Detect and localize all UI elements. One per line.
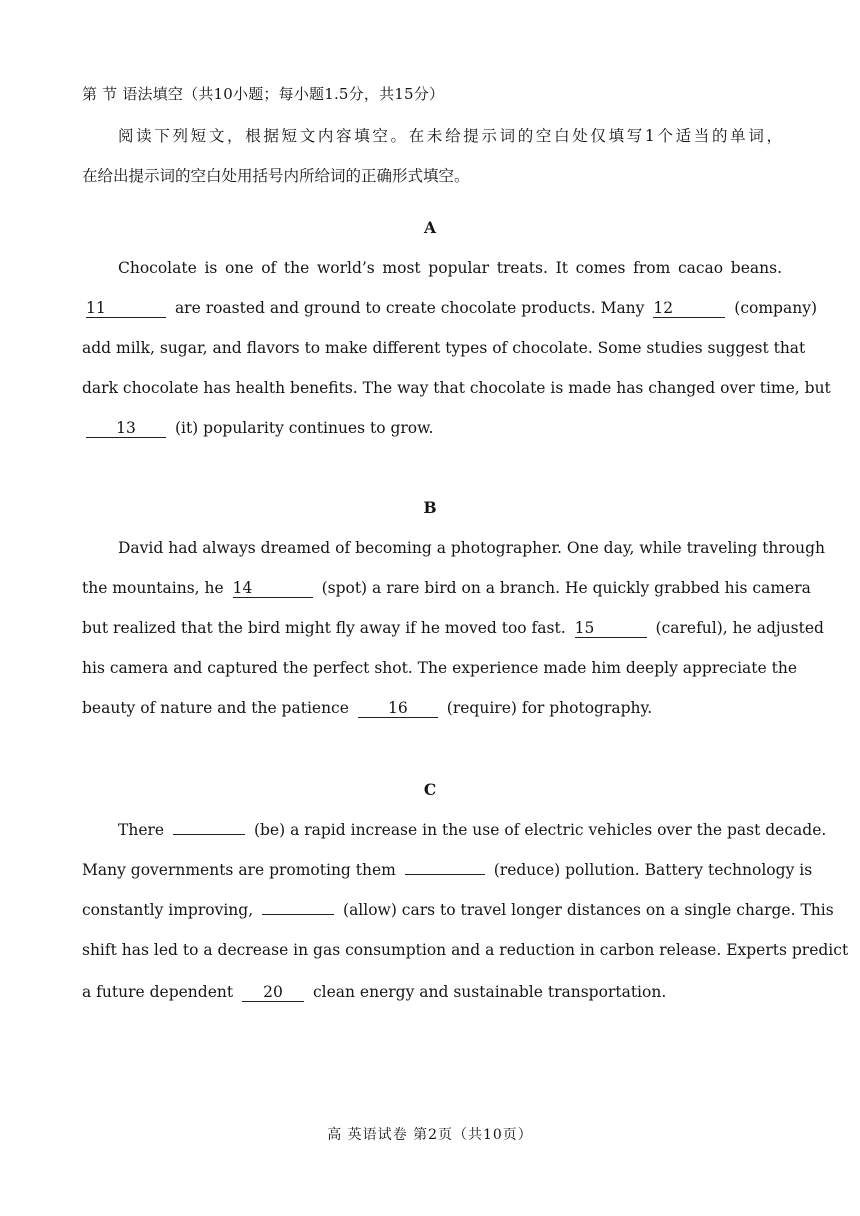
blank-11[interactable]: 11 (86, 300, 166, 318)
passage-b-line-2 (82, 578, 811, 598)
passage-a-line-5 (82, 418, 782, 438)
instructions-line-1: 阅读下列短文，根据短文内容填空。在未给提示词的空白处仅填写1个适当的单词， (118, 127, 782, 145)
passage-c-line-3-text: constantly improving, (82, 901, 254, 919)
instructions-line-2: 在给出提示词的空白处用括号内所给词的正确形式填空。 (82, 167, 470, 185)
passage-c-line-3-hint: (allow) cars to travel longer distances on a single charge. This (343, 901, 834, 919)
passage-a-line-2-text: are roasted and ground to create chocolate products. Many (174, 299, 645, 317)
passage-a-line-1: Chocolate is one of the world’s most popular treats. It comes from cacao beans. (118, 259, 782, 277)
passage-b-line-4: his camera and captured the perfect shot. The experience made him deeply appreciate the (82, 659, 798, 677)
passage-c-line-1 (118, 820, 827, 840)
passage-b-line-5-hint: (require) for photography. (446, 699, 653, 717)
passage-c-line-2 (82, 860, 813, 880)
passage-b-line-1: David had always dreamed of becoming a photographer. One day, while traveling through (118, 539, 826, 557)
passage-b-line-3-hint: (careful), he adjusted (655, 619, 824, 637)
section-title: 第 节 语法填空（共10小题；每小题1.5分，共15分） (82, 85, 445, 103)
passage-a-line-3: add milk, sugar, and flavors to make different types of chocolate. Some studies suggest that (82, 339, 806, 357)
passage-c-heading: C (423, 780, 437, 799)
passage-b-line-2-hint: (spot) a rare bird on a branch. He quickly grabbed his camera (321, 579, 811, 597)
passage-c-line-1-hint: (be) a rapid increase in the use of electric vehicles over the past decade. (253, 821, 827, 839)
passage-c-line-3 (82, 900, 834, 920)
blank-19[interactable] (262, 914, 334, 915)
passage-b-line-5-text: beauty of nature and the patience (82, 699, 349, 717)
passage-b-line-5 (82, 698, 782, 718)
page-footer: 高 英语试卷 第2页（共10页） (327, 1127, 533, 1143)
passage-b-line-3 (82, 618, 824, 638)
passage-c-line-2-text: Many governments are promoting them (82, 861, 396, 879)
blank-12[interactable]: 12 (653, 300, 725, 318)
passage-b-line-2-text: the mountains, he (82, 579, 224, 597)
passage-a-line-2-hint: (company) (734, 299, 818, 317)
passage-a-heading: A (423, 218, 437, 237)
blank-13[interactable]: 13 (86, 420, 166, 438)
blank-16[interactable]: 16 (358, 700, 438, 718)
blank-17[interactable] (173, 834, 245, 835)
passage-c-line-5-text: a future dependent (82, 983, 234, 1001)
passage-c-line-1-text: There (118, 821, 165, 839)
passage-c-line-4: shift has led to a decrease in gas consumption and a reduction in carbon release. Experts predict (82, 941, 849, 959)
passage-b-heading: B (423, 498, 437, 517)
blank-15[interactable]: 15 (575, 620, 647, 638)
passage-c-line-2-hint: (reduce) pollution. Battery technology is (493, 861, 813, 879)
passage-c-line-5 (82, 982, 782, 1002)
blank-18[interactable] (405, 874, 485, 875)
passage-b-line-3-text: but realized that the bird might fly away if he moved too fast. (82, 619, 566, 637)
blank-14[interactable]: 14 (233, 580, 313, 598)
passage-a-line-5-text: (it) popularity continues to grow. (174, 419, 434, 437)
passage-c-line-5-text-end: clean energy and sustainable transportation. (312, 983, 667, 1001)
passage-a-line-4: dark chocolate has health benefits. The way that chocolate is made has changed over time, but (82, 379, 831, 397)
passage-a-line-2 (82, 298, 818, 318)
blank-20[interactable]: 20 (242, 984, 304, 1002)
